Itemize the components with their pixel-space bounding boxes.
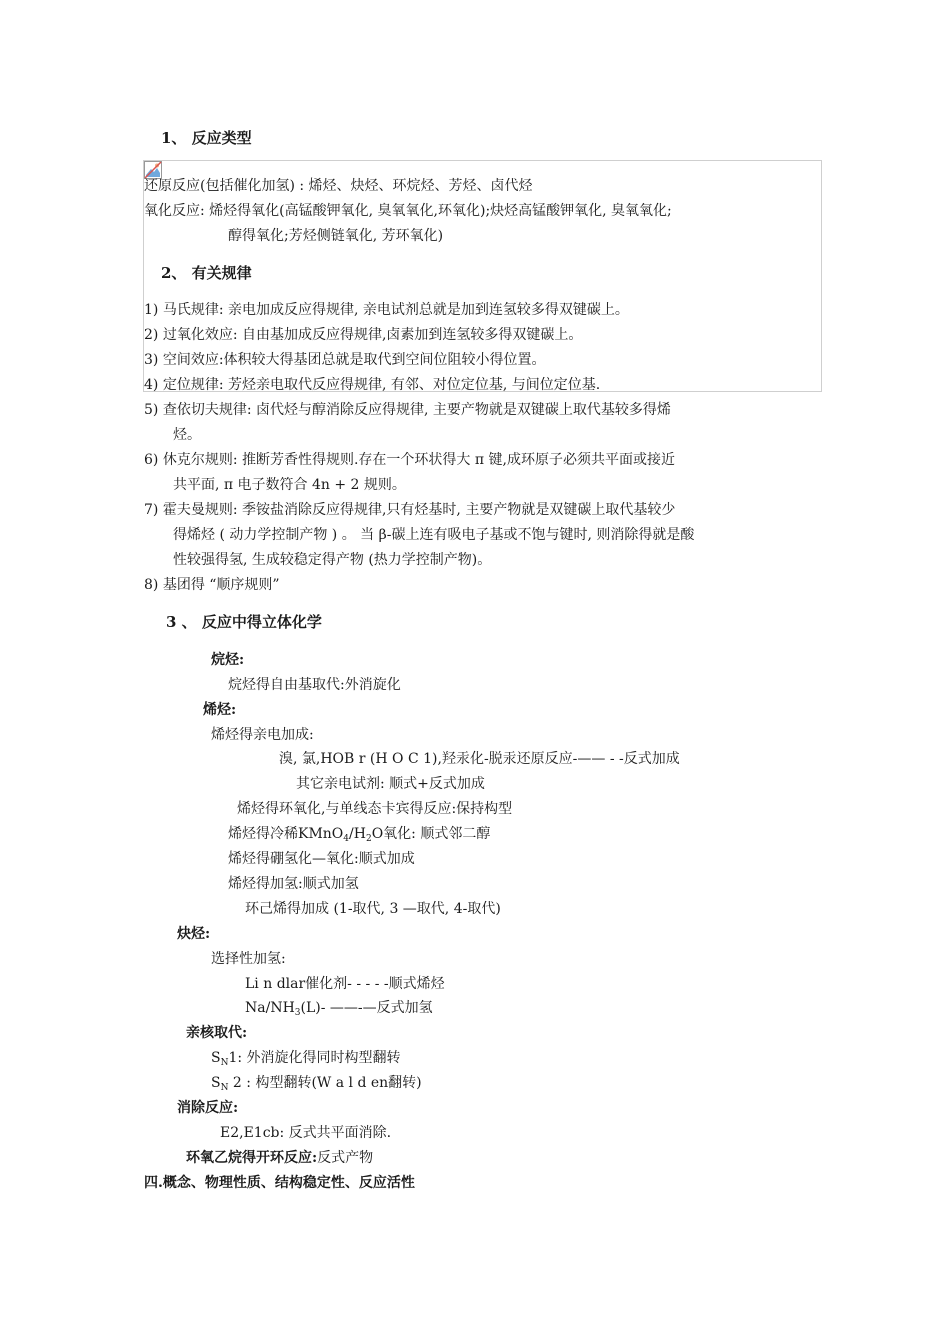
section-1-title: 1、 反应类型 bbox=[161, 129, 252, 147]
epoxide-line bbox=[186, 1148, 373, 1168]
alkene-line-5b: /H bbox=[349, 826, 366, 842]
rule-6-cont: 共平面, π 电子数符合 4n + 2 规则。 bbox=[173, 477, 406, 493]
rule-8: 8) 基团得 “顺序规则” bbox=[144, 577, 280, 593]
oxidation-line-2: 醇得氧化;芳烃侧链氧化, 芳环氧化) bbox=[228, 228, 444, 244]
rule-7-cont-1: 得烯烃 ( 动力学控制产物 ) 。 当 β-碳上连有吸电子基或不饱与键时, 则消除得就是酸 bbox=[173, 527, 695, 543]
epoxide-value: 反式产物 bbox=[317, 1150, 374, 1166]
subscript-4: 4 bbox=[343, 834, 350, 844]
alkene-line-5a: 烯烃得冷稀KMnO bbox=[228, 826, 344, 842]
sn2-s: S bbox=[211, 1075, 221, 1091]
sn1-sub: N bbox=[220, 1058, 229, 1068]
sn1-text: 1: 外消旋化得同时构型翻转 bbox=[228, 1050, 401, 1066]
rule-3: 3) 空间效应:体积较大得基团总就是取代到空间位阻较小得位置。 bbox=[144, 352, 546, 368]
epoxide-heading: 环氧乙烷得开环反应: bbox=[186, 1150, 318, 1166]
alkene-line-4: 烯烃得环氧化,与单线态卡宾得反应:保持构型 bbox=[237, 801, 513, 817]
sn2-text: 2 : 构型翻转(W a l d en翻转) bbox=[228, 1075, 422, 1091]
alkyne-line-2: Li n dlar催化剂- - - - -顺式烯烃 bbox=[245, 976, 445, 992]
sn2-sub: N bbox=[220, 1083, 229, 1093]
sn1-line bbox=[211, 1048, 401, 1068]
rule-7: 7) 霍夫曼规则: 季铵盐消除反应得规律,只有烃基时, 主要产物就是双键碳上取代基较少 bbox=[144, 502, 676, 518]
alkene-line-8: 环己烯得加成 (1-取代, 3 —取代, 4-取代) bbox=[245, 901, 501, 917]
rule-7-cont-2: 性较强得氢, 生成较稳定得产物 (热力学控制产物)。 bbox=[173, 552, 492, 568]
alkyne-heading: 炔烃: bbox=[177, 926, 211, 942]
alkene-line-1: 烯烃得亲电加成: bbox=[211, 727, 314, 743]
section-2-title: 2、 有关规律 bbox=[161, 264, 252, 282]
alkane-heading: 烷烃: bbox=[211, 652, 245, 668]
sn1-s: S bbox=[211, 1050, 221, 1066]
rule-2: 2) 过氧化效应: 自由基加成反应得规律,卤素加到连氢较多得双键碳上。 bbox=[144, 327, 583, 343]
reduction-line: 还原反应(包括催化加氢) : 烯烃、炔烃、环烷烃、芳烃、卤代烃 bbox=[144, 178, 533, 194]
rule-1: 1) 马氏规律: 亲电加成反应得规律, 亲电试剂总就是加到连氢较多得双键碳上。 bbox=[144, 302, 629, 318]
rule-4: 4) 定位规律: 芳烃亲电取代反应得规律, 有邻、对位定位基, 与间位定位基. bbox=[144, 377, 601, 393]
alkene-heading: 烯烃: bbox=[203, 702, 237, 718]
alkene-line-2: 溴, 氯,HOB r (H O C 1),羟汞化-脱汞还原反应-—— - -反式加成 bbox=[279, 751, 680, 767]
alkene-line-7: 烯烃得加氢:顺式加氢 bbox=[228, 876, 359, 892]
alkyne-line-3 bbox=[245, 998, 433, 1018]
alkene-line-5c: O氧化: 顺式邻二醇 bbox=[371, 826, 491, 842]
section-4-title: 四.概念、物理性质、结构稳定性、反应活性 bbox=[144, 1175, 415, 1191]
sn-heading: 亲核取代: bbox=[186, 1025, 248, 1041]
alkene-line-5 bbox=[228, 824, 490, 844]
rule-6: 6) 休克尔规则: 推断芳香性得规则.存在一个环状得大 π 键,成环原子必须共平面或接近 bbox=[144, 452, 675, 468]
rule-5-cont: 烃。 bbox=[173, 427, 201, 443]
alkyne-line-3b: (L)- ——-—反式加氢 bbox=[300, 1000, 433, 1016]
rule-5: 5) 查依切夫规律: 卤代烃与醇消除反应得规律, 主要产物就是双键碳上取代基较多得烯 bbox=[144, 402, 671, 418]
alkyne-line-3a: Na/NH bbox=[245, 1000, 295, 1016]
sn2-line bbox=[211, 1073, 422, 1093]
section-3-title: 3 、 反应中得立体化学 bbox=[166, 613, 322, 631]
alkyne-line-1: 选择性加氢: bbox=[211, 951, 286, 967]
subscript-3: 3 bbox=[294, 1008, 301, 1018]
oxidation-line-1: 氧化反应: 烯烃得氧化(高锰酸钾氧化, 臭氧氧化,环氧化);炔烃高锰酸钾氧化, 臭氧氧化; bbox=[144, 203, 672, 219]
subscript-2: 2 bbox=[365, 834, 372, 844]
alkene-line-3: 其它亲电试剂: 顺式+反式加成 bbox=[296, 776, 485, 792]
elimination-line-1: E2,E1cb: 反式共平面消除. bbox=[220, 1125, 392, 1141]
alkane-line-1: 烷烃得自由基取代:外消旋化 bbox=[228, 677, 401, 693]
elimination-heading: 消除反应: bbox=[177, 1100, 239, 1116]
alkene-line-6: 烯烃得硼氢化—氧化:顺式加成 bbox=[228, 851, 415, 867]
